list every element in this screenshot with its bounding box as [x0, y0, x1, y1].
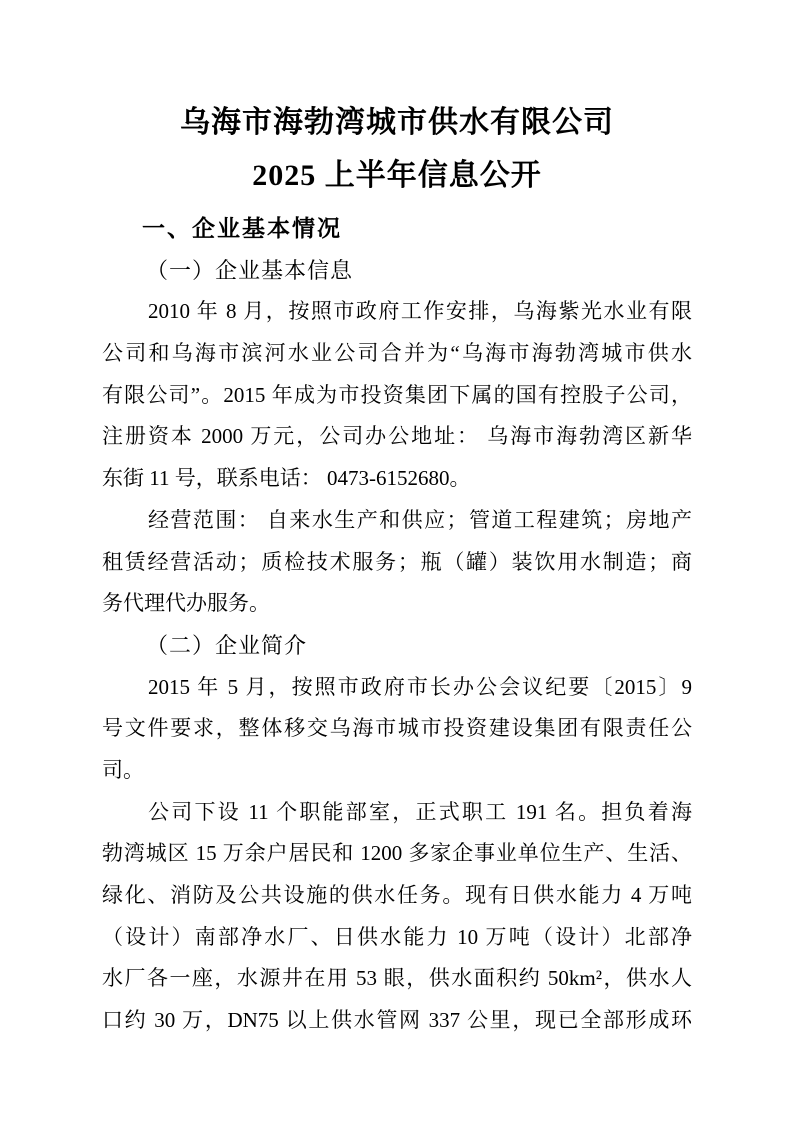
paragraph-line: 2010 年 8 月，按照市政府工作安排，乌海紫光水业有限	[148, 299, 692, 324]
paragraph-line: 口约 30 万，DN75 以上供水管网 337 公里，现已全部形成环	[102, 1008, 692, 1033]
paragraph-line: 务代理代办服务。	[102, 591, 270, 616]
paragraph-line: 司。	[102, 757, 144, 782]
paragraph-line: 注册资本 2000 万元，公司办公地址： 乌海市海勃湾区新华	[102, 424, 692, 449]
document-body	[102, 208, 692, 1042]
paragraph-line: 经营范围： 自来水生产和供应；管道工程建筑；房地产	[148, 507, 692, 532]
paragraph-line: 公司下设 11 个职能部室，正式职工 191 名。担负着海	[148, 799, 692, 824]
section-heading-1: 一、企业基本情况	[142, 215, 342, 241]
paragraph-line: 公司和乌海市滨河水业公司合并为“乌海市海勃湾城市供水	[102, 341, 692, 366]
paragraph-line: 有限公司”。2015 年成为市投资集团下属的国有控股子公司，	[102, 382, 692, 407]
paragraph-line: 租赁经营活动；质检技术服务；瓶（罐）装饮用水制造；商	[102, 549, 692, 574]
subsection-heading-1: （一）企业基本信息	[146, 257, 354, 283]
paragraph-line: 号文件要求，整体移交乌海市城市投资建设集团有限责任公	[102, 716, 692, 741]
paragraph-line: （设计）南部净水厂、日供水能力 10 万吨（设计）北部净	[102, 924, 692, 949]
document-title	[102, 96, 692, 202]
paragraph-line: 勃湾城区 15 万余户居民和 1200 多家企事业单位生产、生活、	[102, 841, 692, 866]
paragraph-line: 东街 11 号，联系电话： 0473-6152680。	[102, 466, 471, 491]
paragraph-line: 2015 年 5 月，按照市政府市长办公会议纪要〔2015〕9	[148, 674, 692, 699]
paragraph-line: 绿化、消防及公共设施的供水任务。现有日供水能力 4 万吨	[102, 883, 692, 908]
subsection-heading-2: （二）企业简介	[146, 632, 308, 658]
document-title-line-2: 2025 上半年信息公开	[252, 159, 542, 192]
document-title-line-1: 乌海市海勃湾城市供水有限公司	[180, 106, 614, 139]
paragraph-line: 水厂各一座，水源井在用 53 眼，供水面积约 50km²，供水人	[102, 966, 692, 991]
